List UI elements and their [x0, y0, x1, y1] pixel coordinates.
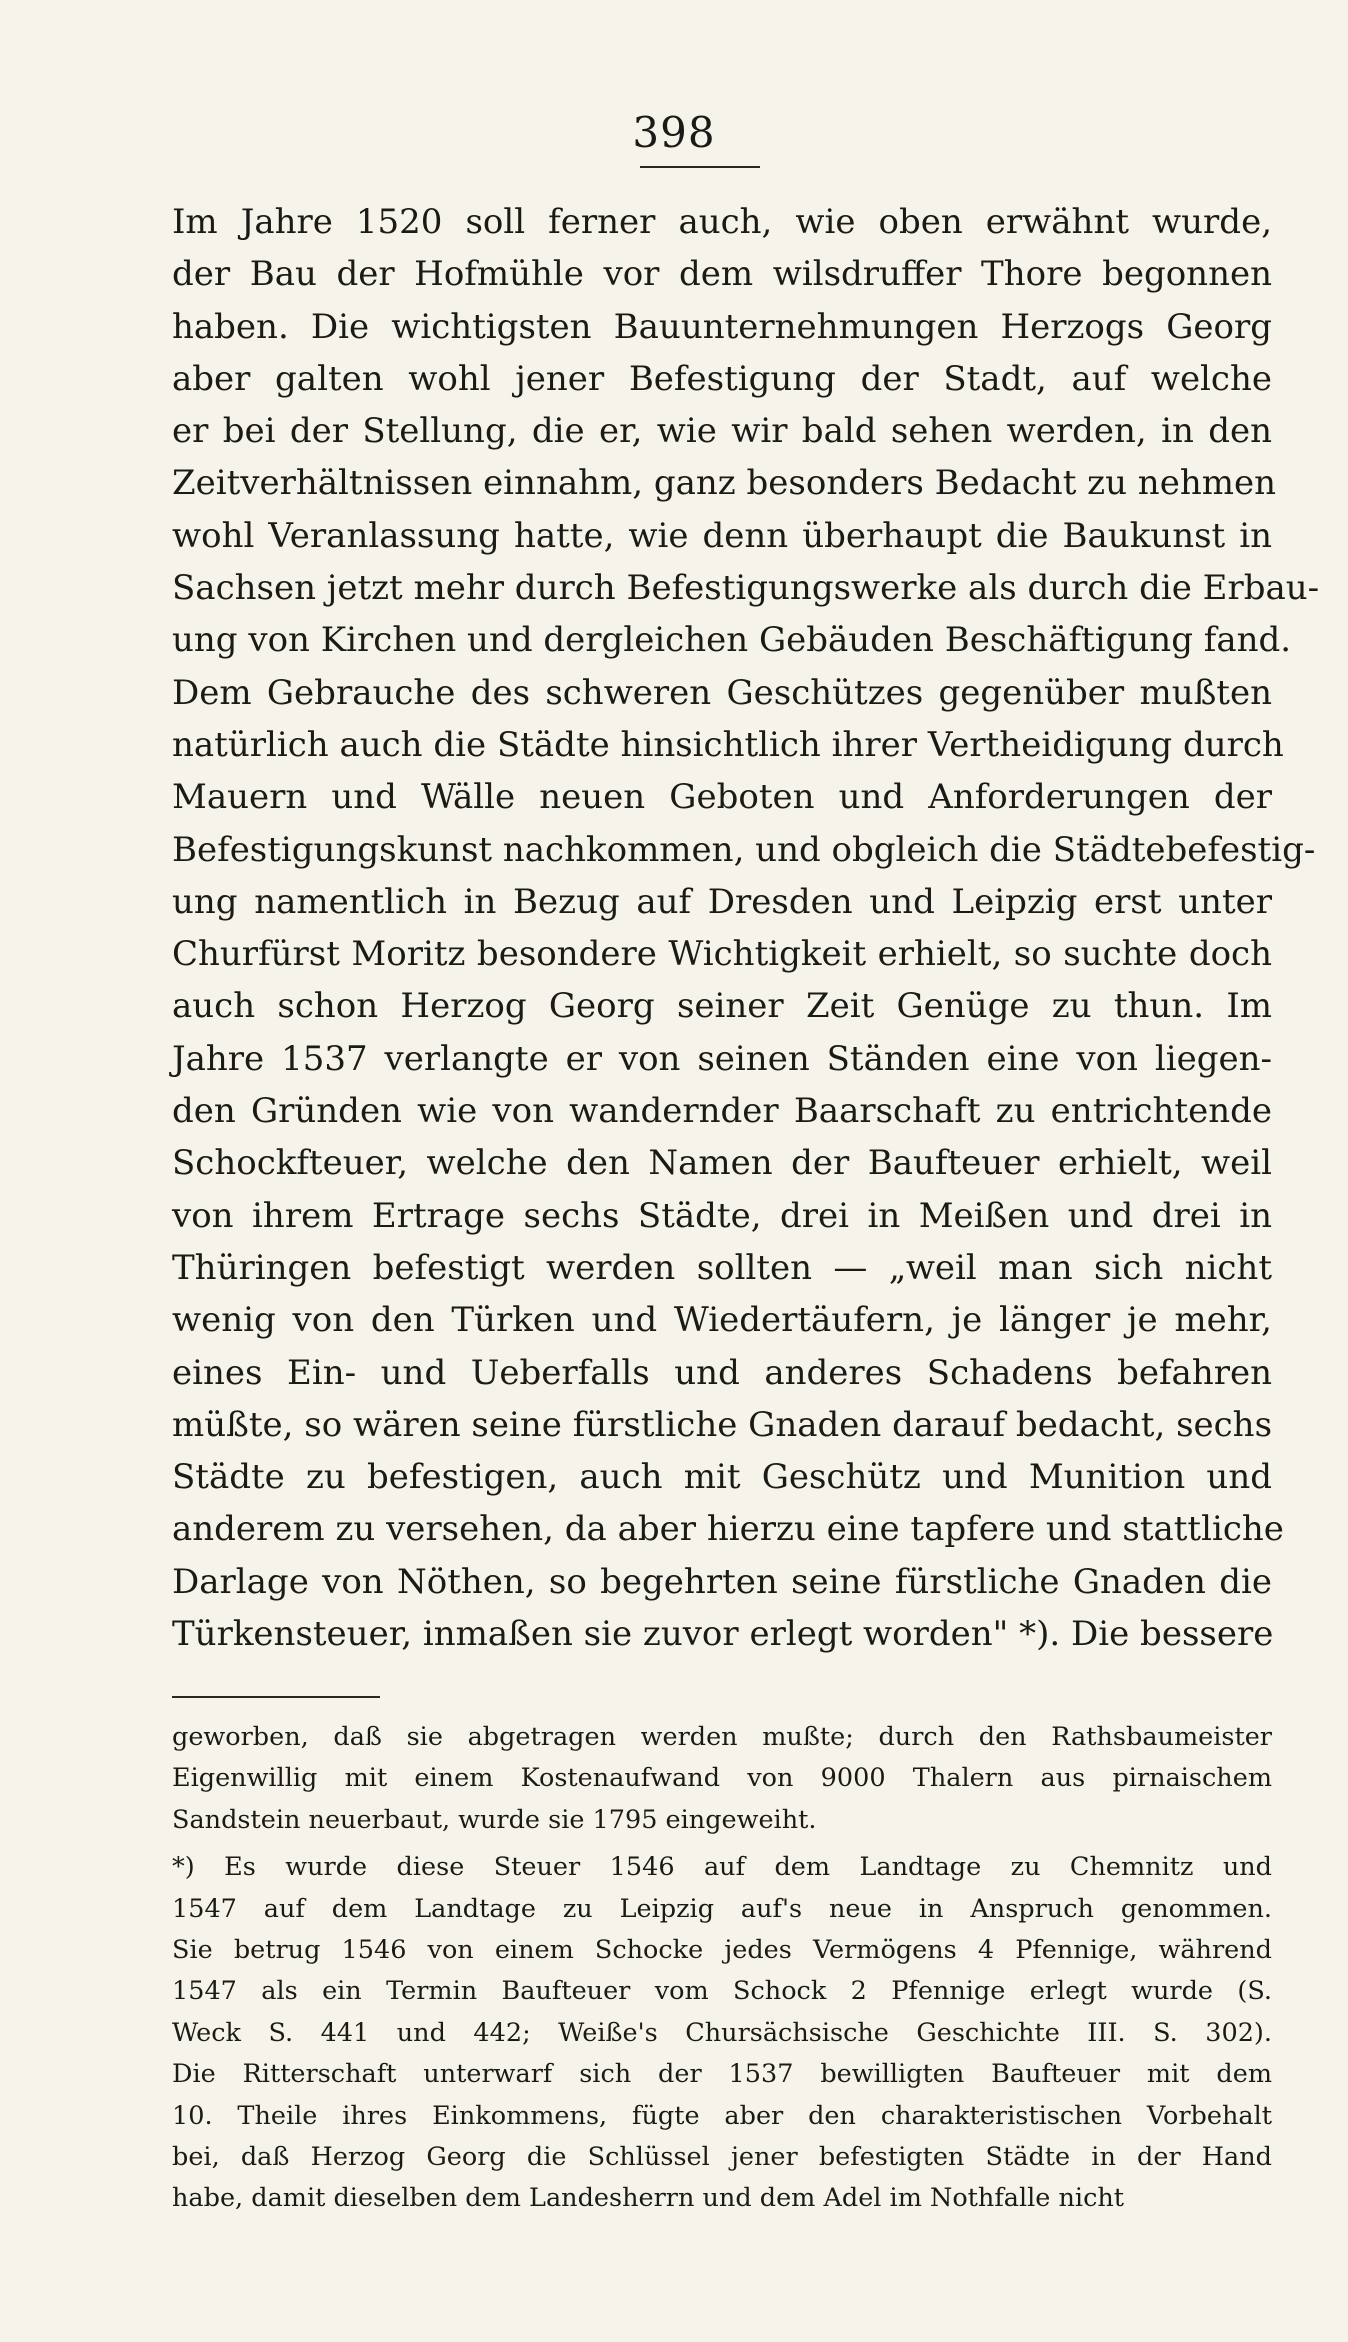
footnote-line: Weck S. 441 und 442; Weiße's Chursächsische Geschichte III. S. 302). [172, 2017, 1272, 2048]
text-line: Mauern und Wälle neuen Geboten und Anforderungen der [172, 777, 1272, 818]
text-line: Befestigungskunst nachkommen, und obgleich die Städtebefestig- [172, 829, 1316, 870]
footnote-line: 10. Theile ihres Einkommens, fügte aber den charakteristischen Vorbehalt [172, 2100, 1272, 2131]
text-line: auch schon Herzog Georg seiner Zeit Genüge zu thun. Im [172, 986, 1272, 1027]
text-line: müßte, so wären seine fürstliche Gnaden darauf bedacht, sechs [172, 1404, 1273, 1445]
page-number: 398 [632, 108, 716, 157]
footnote-line: 1547 als ein Termin Baufteuer vom Schock 2 Pfennige erlegt wurde (S. [172, 1976, 1272, 2007]
text-line: Churfürst Moritz besondere Wichtigkeit erhielt, so suchte doch [172, 934, 1272, 975]
text-line: Im Jahre 1520 soll ferner auch, wie oben erwähnt wurde, [172, 202, 1272, 242]
page-number-rule [640, 166, 760, 168]
text-line: Städte zu befestigen, auch mit Geschütz und Munition und [172, 1457, 1272, 1498]
text-line: Jahre 1537 verlangte er von seinen Ständen eine von liegen- [172, 1038, 1272, 1079]
text-line: Türkensteuer, inmaßen sie zuvor erlegt worden" *). Die bessere [172, 1614, 1274, 1655]
text-line: Thüringen befestigt werden sollten — „weil man sich nicht [172, 1247, 1272, 1288]
footnote-line: *) Es wurde diese Steuer 1546 auf dem Landtage zu Chemnitz und [172, 1852, 1272, 1883]
text-line: den Gründen wie von wandernder Baarschaft zu entrichtende [172, 1091, 1272, 1132]
footnote-line: bei, daß Herzog Georg die Schlüssel jener befestigten Städte in der Hand [172, 2141, 1272, 2172]
footnote-continuation [172, 1717, 1272, 1841]
footnote-separator [172, 1696, 380, 1698]
text-line: haben. Die wichtigsten Bauunternehmungen Herzogs Georg [172, 306, 1272, 347]
footnote-line: habe, damit dieselben dem Landesherrn und dem Adel im Nothfalle nicht [172, 2183, 1125, 2214]
text-line: von ihrem Ertrage sechs Städte, drei in Meißen und drei in [172, 1195, 1272, 1236]
text-line: der Bau der Hofmühle vor dem wilsdruffer Thore begonnen [172, 254, 1272, 295]
footnote-line: Die Ritterschaft unterwarf sich der 1537 bewilligten Baufteuer mit dem [172, 2059, 1272, 2090]
footnote-line: Sie betrug 1546 von einem Schocke jedes Vermögens 4 Pfennige, während [172, 1934, 1272, 1965]
text-line: Darlage von Nöthen, so begehrten seine fürstliche Gnaden die [172, 1561, 1272, 1602]
text-line: Sachsen jetzt mehr durch Befestigungswerke als durch die Erbau- [172, 568, 1320, 609]
text-line: wenig von den Türken und Wiedertäufern, je länger je mehr, [172, 1300, 1272, 1341]
text-line: Schockfteuer, welche den Namen der Baufteuer erhielt, weil [172, 1143, 1272, 1184]
footnotes-block [172, 1717, 1272, 2220]
footnote-line: Eigenwillig mit einem Kostenaufwand von 9000 Thalern aus pirnaischem [172, 1763, 1272, 1794]
text-line: eines Ein- und Ueberfalls und anderes Schadens befahren [172, 1352, 1272, 1393]
text-line: er bei der Stellung, die er, wie wir bald sehen werden, in den [172, 411, 1272, 452]
text-line: Zeitverhältnissen einnahm, ganz besonders Bedacht zu nehmen [172, 463, 1276, 504]
text-line: natürlich auch die Städte hinsichtlich ihrer Vertheidigung durch [172, 724, 1284, 765]
text-line: anderem zu versehen, da aber hierzu eine tapfere und stattliche [172, 1509, 1284, 1550]
text-line: ung von Kirchen und dergleichen Gebäuden Beschäftigung fand. [172, 620, 1292, 661]
footnote-line: 1547 auf dem Landtage zu Leipzig auf's neue in Anspruch genommen. [172, 1893, 1272, 1924]
main-text-block [172, 196, 1320, 1660]
footnote-star [172, 1847, 1272, 2220]
text-line: ung namentlich in Bezug auf Dresden und Leipzig erst unter [172, 881, 1272, 922]
text-line: Dem Gebrauche des schweren Geschützes gegenüber mußten [172, 672, 1272, 713]
text-line: aber galten wohl jener Befestigung der Stadt, auf welche [172, 358, 1272, 399]
footnote-line: Sandstein neuerbaut, wurde sie 1795 eingeweiht. [172, 1804, 817, 1835]
text-line: wohl Veranlassung hatte, wie denn überhaupt die Baukunst in [172, 515, 1272, 556]
footnote-line: geworben, daß sie abgetragen werden mußte; durch den Rathsbaumeister [172, 1722, 1272, 1752]
